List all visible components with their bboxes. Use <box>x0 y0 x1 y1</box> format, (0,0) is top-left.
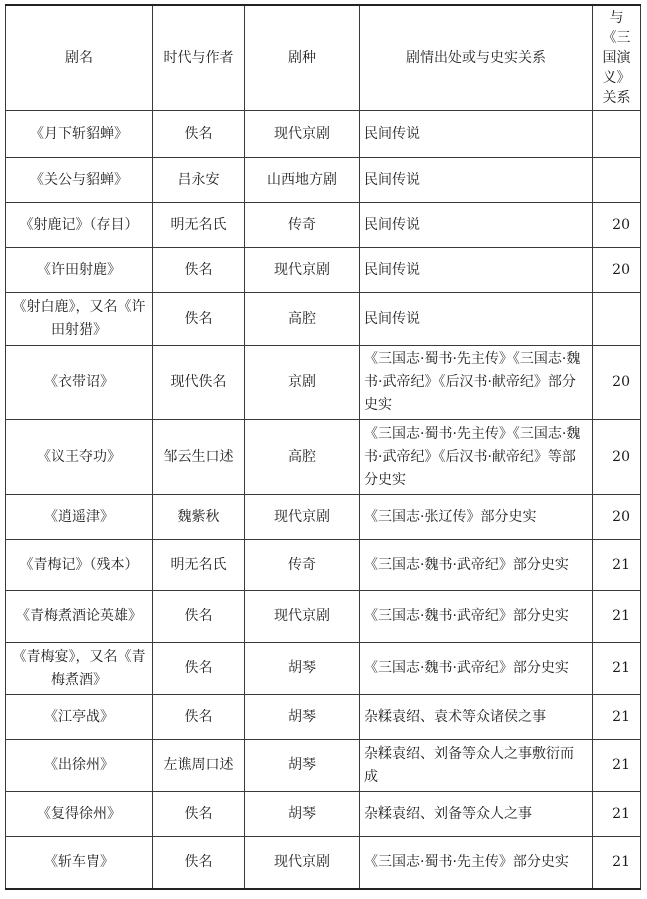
cell-genre: 胡琴 <box>245 740 360 792</box>
cell-genre: 现代京剧 <box>245 495 360 540</box>
cell-genre: 高腔 <box>245 293 360 346</box>
cell-era-author: 吕永安 <box>153 158 245 203</box>
cell-title: 《斩车胄》 <box>6 837 153 889</box>
cell-source: 民间传说 <box>360 111 593 158</box>
cell-era-author: 现代佚名 <box>153 346 245 420</box>
cell-genre: 现代京剧 <box>245 248 360 293</box>
cell-era-author: 佚名 <box>153 837 245 889</box>
table-row <box>6 293 641 346</box>
cell-source: 杂糅袁绍、刘备等众人之事敷衍而成 <box>360 740 593 792</box>
table-row <box>6 695 641 740</box>
table-row <box>6 740 641 792</box>
cell-source: 民间传说 <box>360 158 593 203</box>
cell-era-author: 明无名氏 <box>153 540 245 591</box>
cell-relation: 20 <box>593 248 641 293</box>
drama-table <box>5 4 641 890</box>
cell-genre: 传奇 <box>245 540 360 591</box>
cell-genre: 传奇 <box>245 203 360 248</box>
cell-era-author: 佚名 <box>153 695 245 740</box>
cell-source: 杂糅袁绍、刘备等众人之事 <box>360 792 593 837</box>
header-row <box>6 5 641 111</box>
table-row <box>6 792 641 837</box>
cell-title: 《青梅煮酒论英雄》 <box>6 591 153 643</box>
cell-relation <box>593 111 641 158</box>
cell-genre: 胡琴 <box>245 643 360 695</box>
cell-era-author: 魏紫秋 <box>153 495 245 540</box>
cell-title: 《出徐州》 <box>6 740 153 792</box>
table-row <box>6 158 641 203</box>
cell-source: 《三国志·蜀书·先主传》《三国志·魏书·武帝纪》《后汉书·献帝纪》等部分史实 <box>360 420 593 495</box>
cell-era-author: 明无名氏 <box>153 203 245 248</box>
cell-title: 《议王夺功》 <box>6 420 153 495</box>
cell-genre: 现代京剧 <box>245 591 360 643</box>
cell-source: 《三国志·魏书·武帝纪》部分史实 <box>360 591 593 643</box>
table-row <box>6 346 641 420</box>
cell-relation: 21 <box>593 792 641 837</box>
table-row <box>6 203 641 248</box>
cell-title: 《逍遥津》 <box>6 495 153 540</box>
cell-relation: 20 <box>593 495 641 540</box>
header-genre: 剧种 <box>245 5 360 111</box>
cell-title: 《关公与貂蝉》 <box>6 158 153 203</box>
cell-title: 《青梅记》（残本） <box>6 540 153 591</box>
cell-relation: 21 <box>593 837 641 889</box>
cell-era-author: 佚名 <box>153 293 245 346</box>
cell-relation: 21 <box>593 695 641 740</box>
cell-genre: 现代京剧 <box>245 837 360 889</box>
cell-genre: 山西地方剧 <box>245 158 360 203</box>
cell-era-author: 邹云生口述 <box>153 420 245 495</box>
cell-source: 民间传说 <box>360 248 593 293</box>
cell-genre: 高腔 <box>245 420 360 495</box>
cell-source: 《三国志·蜀书·先主传》部分史实 <box>360 837 593 889</box>
cell-title: 《青梅宴》，又名《青梅煮酒》 <box>6 643 153 695</box>
cell-title: 《衣带诏》 <box>6 346 153 420</box>
table-row <box>6 420 641 495</box>
header-title: 剧名 <box>6 5 153 111</box>
cell-genre: 现代京剧 <box>245 111 360 158</box>
cell-relation <box>593 158 641 203</box>
cell-relation: 20 <box>593 346 641 420</box>
header-relation: 与《三国演义》关系 <box>593 5 641 111</box>
cell-relation: 21 <box>593 540 641 591</box>
cell-source: 《三国志·魏书·武帝纪》部分史实 <box>360 643 593 695</box>
cell-era-author: 佚名 <box>153 792 245 837</box>
cell-era-author: 佚名 <box>153 248 245 293</box>
cell-title: 《江亭战》 <box>6 695 153 740</box>
cell-relation: 21 <box>593 643 641 695</box>
cell-title: 《射白鹿》，又名《许田射猎》 <box>6 293 153 346</box>
cell-era-author: 佚名 <box>153 643 245 695</box>
cell-title: 《月下斩貂蝉》 <box>6 111 153 158</box>
cell-title: 《射鹿记》（存目） <box>6 203 153 248</box>
cell-source: 民间传说 <box>360 293 593 346</box>
header-source: 剧情出处或与史实关系 <box>360 5 593 111</box>
cell-source: 《三国志·蜀书·先主传》《三国志·魏书·武帝纪》《后汉书·献帝纪》部分史实 <box>360 346 593 420</box>
cell-source: 《三国志·张辽传》部分史实 <box>360 495 593 540</box>
cell-relation: 21 <box>593 740 641 792</box>
cell-relation: 21 <box>593 591 641 643</box>
cell-title: 《许田射鹿》 <box>6 248 153 293</box>
cell-source: 《三国志·魏书·武帝纪》部分史实 <box>360 540 593 591</box>
table-row <box>6 643 641 695</box>
cell-genre: 胡琴 <box>245 695 360 740</box>
cell-era-author: 佚名 <box>153 111 245 158</box>
cell-relation: 20 <box>593 203 641 248</box>
table-row <box>6 248 641 293</box>
table-row <box>6 591 641 643</box>
cell-title: 《复得徐州》 <box>6 792 153 837</box>
header-era-author: 时代与作者 <box>153 5 245 111</box>
cell-source: 杂糅袁绍、袁术等众诸侯之事 <box>360 695 593 740</box>
table-row <box>6 837 641 889</box>
cell-source: 民间传说 <box>360 203 593 248</box>
cell-era-author: 左谯周口述 <box>153 740 245 792</box>
cell-relation: 20 <box>593 420 641 495</box>
cell-genre: 胡琴 <box>245 792 360 837</box>
cell-era-author: 佚名 <box>153 591 245 643</box>
table-row <box>6 111 641 158</box>
table-row <box>6 540 641 591</box>
table-row <box>6 495 641 540</box>
cell-relation <box>593 293 641 346</box>
cell-genre: 京剧 <box>245 346 360 420</box>
